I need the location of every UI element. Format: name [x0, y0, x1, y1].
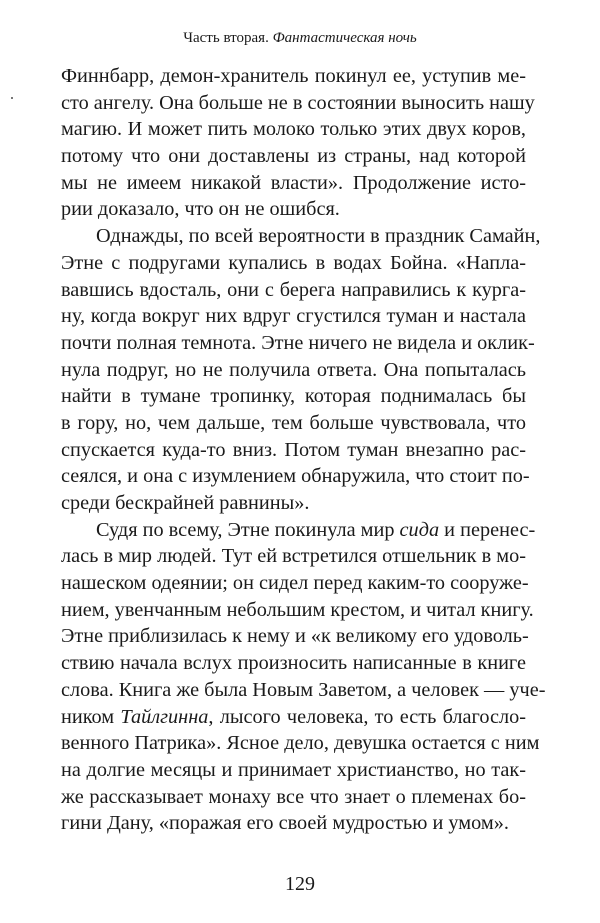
text-segment: ником	[61, 705, 121, 728]
paragraph	[61, 517, 546, 837]
text-line	[61, 810, 526, 837]
text-line	[61, 303, 526, 330]
text-segment: венного Патрика». Ясное дело, девушка остается с ним	[61, 732, 540, 755]
text-line	[61, 437, 526, 464]
text-line	[61, 543, 526, 570]
text-segment: вавшись вдосталь, они с берега направились к курга-	[61, 278, 526, 301]
text-line	[61, 650, 526, 677]
scan-speck	[11, 97, 13, 99]
text-line	[61, 116, 526, 143]
text-segment: почти полная темнота. Этне ничего не видела и оклик-	[61, 331, 535, 354]
text-line	[61, 63, 526, 90]
text-line	[61, 143, 526, 170]
paragraph	[61, 223, 541, 517]
text-line	[61, 623, 529, 650]
italic-text: сида	[399, 518, 440, 541]
text-segment: на долгие месяцы и принимает христианство, но так-	[61, 758, 526, 781]
text-segment: Судя по всему, Этне покинула мир	[96, 518, 400, 541]
text-line	[61, 463, 530, 490]
text-segment: Финнбарр, демон-хранитель покинул ее, уступив ме-	[61, 65, 526, 87]
page-number: 129	[285, 873, 315, 895]
text-line	[61, 250, 526, 277]
text-segment: спускается куда-то вниз. Потом туман внезапно рас-	[61, 438, 526, 461]
text-line	[61, 597, 534, 624]
text-line	[61, 704, 526, 731]
text-segment: слова. Книга же была Новым Заветом, а человек — уче-	[61, 678, 546, 701]
text-line	[61, 730, 540, 757]
text-segment: в гору, но, чем дальше, тем больше чувствовала, что	[61, 411, 526, 434]
text-line	[61, 490, 526, 517]
text-line	[61, 90, 535, 117]
text-line	[61, 677, 546, 704]
text-segment: потому что они доставлены из страны, над которой	[61, 145, 526, 168]
text-segment: и перенес-	[439, 518, 536, 541]
text-segment: ствию начала вслух произносить написанные в книге	[61, 652, 526, 675]
text-line	[61, 277, 526, 304]
text-segment: , лысого человека, то есть благосло-	[208, 705, 526, 728]
text-segment: рии доказало, что он не ошибся.	[61, 198, 340, 221]
paragraph	[61, 63, 535, 223]
text-line	[61, 517, 536, 544]
text-line	[61, 196, 526, 223]
text-segment: нашеском одеянии; он сидел перед каким-то сооруже-	[61, 572, 529, 595]
text-segment: нула подруг, но не получила ответа. Она попыталась	[61, 358, 526, 381]
text-line	[61, 383, 526, 410]
text-line	[61, 410, 526, 437]
italic-text: Тайлгинна	[120, 705, 209, 728]
header-title: Фантастическая ночь	[272, 30, 417, 46]
text-segment: мы не имеем никакой власти». Продолжение исто-	[61, 171, 526, 194]
text-line	[61, 357, 526, 384]
text-segment: Однажды, по всей вероятности в праздник Самайн,	[96, 225, 541, 248]
text-line	[61, 784, 526, 811]
text-segment: сто ангелу. Она больше не в состоянии выносить нашу	[61, 91, 535, 114]
text-segment: Этне с подругами купались в водах Бойна. «Напла-	[61, 251, 526, 274]
text-segment: найти в тумане тропинку, которая поднималась бы	[61, 385, 526, 408]
page-body	[61, 63, 546, 837]
header-part: Часть вторая.	[183, 30, 269, 46]
text-line	[61, 170, 526, 197]
text-line	[61, 757, 526, 784]
text-line	[61, 223, 541, 250]
text-segment: сеялся, и она с изумлением обнаружила, что стоит по-	[61, 465, 530, 488]
text-segment: магию. И может пить молоко только этих двух коров,	[61, 118, 526, 141]
text-segment: же рассказывает монаху все что знает о племенах бо-	[61, 785, 526, 808]
text-segment: гини Дану, «поражая его своей мудростью и умом».	[61, 812, 509, 835]
running-header	[0, 30, 600, 47]
text-segment: лась в мир людей. Тут ей встретился отшельник в мо-	[61, 545, 526, 568]
text-segment: Этне приблизилась к нему и «к великому его удоволь-	[61, 625, 529, 648]
text-line	[61, 570, 529, 597]
text-segment: ну, когда вокруг них вдруг сгустился туман и настала	[61, 305, 526, 328]
text-segment: нием, увенчанным небольшим крестом, и читал книгу.	[61, 598, 534, 621]
text-segment: среди бескрайней равнины».	[61, 492, 310, 514]
text-line	[61, 330, 535, 357]
